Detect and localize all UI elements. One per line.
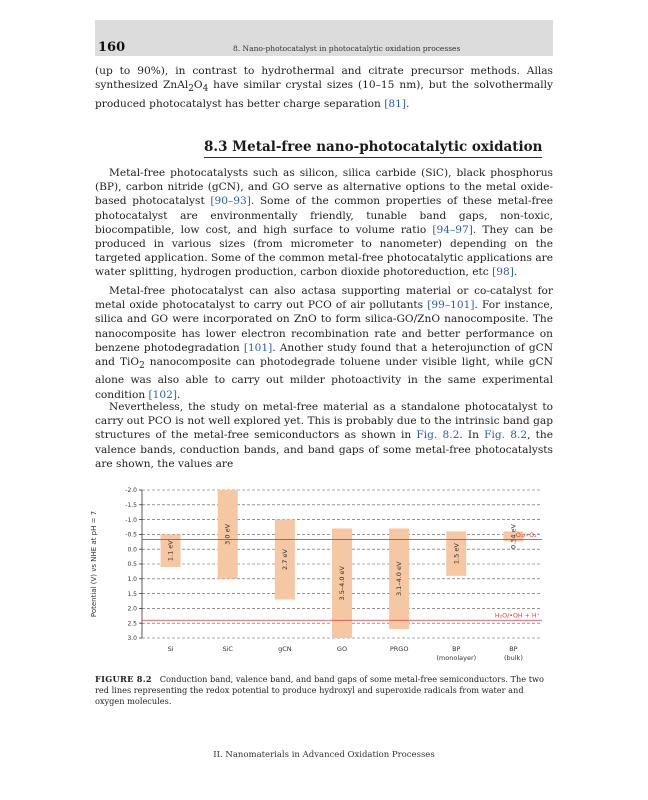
citation-link[interactable]: [98] (492, 266, 514, 279)
body-paragraph-3: Nevertheless, the study on metal-free material as a standalone photocatalyst to carry out PCO is not well explored yet. This is probably due to the intrinsic band gap structures of the metal-free semiconductors as shown in Fig. 8.2. In Fig. 8.2, the valence bands, conduction bands, and band gaps of some metal-free photocatalysts are shown, the values are (95, 401, 553, 470)
figure-link[interactable]: Fig. 8.2 (484, 429, 528, 442)
band-gap-chart (80, 482, 560, 672)
citation-link[interactable]: [102] (148, 388, 178, 401)
body-paragraph-1: Metal-free photocatalysts such as silicon, silica carbide (SiC), black phosphorus (BP), carbon nitride (gCN), and GO serve as alternative options to the metal oxide-based photocatalyst [90–93]. Some of the common properties of these metal-free photocatalyst are environmentally friendly, tunable band gaps, non-toxic, biocompatible, low cost, and high surface to volume ratio [94–97]. They can be produced in various sizes (from micrometer to nanometer) depending on the targeted application. Some of the common metal-free photocatalytic applications are water splitting, hydrogen production, carbon dioxide photoreduction, etc [98]. (95, 167, 553, 279)
y-tick-label: -1.5 (125, 502, 137, 509)
y-tick-label: 1.0 (127, 576, 137, 583)
figure-label: FIGURE 8.2 (95, 674, 152, 684)
band-gap-label: 1.5 eV (452, 543, 461, 565)
x-category-sublabel: (bulk) (503, 654, 523, 662)
citation-link[interactable]: [94–97] (432, 223, 473, 236)
section-title: 8.3 Metal-free nano-photocatalytic oxidation (204, 139, 542, 158)
citation-link[interactable]: [90–93] (210, 195, 251, 208)
figure-link[interactable]: Fig. 8.2 (416, 429, 460, 442)
figure-caption: FIGURE 8.2 Conduction band, valence band, and band gaps of some metal-free semiconductors. The two red lines representing the redox potential to produce hydroxyl and superoxide radicals from water and oxygen molecules. (95, 674, 544, 706)
running-head: 8. Nano-photocatalyst in photocatalytic oxidation processes (233, 44, 461, 53)
band-gap-label: 3.1–4.0 eV (395, 561, 404, 597)
y-tick-label: -2.0 (125, 487, 137, 495)
x-category-sublabel: (monolayer) (436, 654, 477, 662)
page-footer: II. Nanomaterials in Advanced Oxidation Processes (213, 750, 435, 760)
y-tick-label: -0.5 (125, 531, 137, 539)
intro-paragraph: (up to 90%), in contrast to hydrothermal and citrate precursor methods. Allas synthesized $ZnAl_2O_4$ have similar crystal sizes (10–15 nm), but the solvothermally produced photocatalyst has better charge separation [81]. (95, 65, 554, 110)
redox-reference-label: O₂/•O₂⁻ (515, 531, 540, 539)
y-tick-label: -1.0 (125, 516, 137, 524)
x-category-label: BP (452, 645, 461, 653)
x-category-label: Si (167, 645, 174, 653)
citation-link[interactable]: [101] (243, 341, 273, 354)
x-category-label: gCN (278, 645, 292, 653)
redox-reference-label: H₂O/•OH + H⁺ (494, 612, 540, 620)
y-tick-label: 0.0 (127, 546, 137, 554)
page-number: 160 (98, 40, 126, 55)
band-gap-label: 0.34 eV (509, 523, 518, 549)
x-category-label: GO (336, 645, 348, 653)
band-gap-label: 3.0 eV (223, 523, 232, 545)
band-gap-label: 1.1 eV (166, 540, 175, 562)
y-tick-label: 3.0 (127, 635, 137, 643)
y-tick-label: 2.0 (127, 605, 137, 613)
band-gap-label: 3.5–4.0 eV (338, 566, 346, 601)
x-category-label: PRGO (389, 645, 409, 653)
body-paragraph-2: Metal-free photocatalyst can also actasa supporting material or co-catalyst for metal oxide photocatalyst to carry out PCO of air pollutants [99–101]. For instance, silica and GO were incorporated on ZnO to form silica-GO/ZnO nanocomposite. The nanocomposite has lower electron recombination rate and better performance on benzene photodegradation [101]. Another study found that a heterojunction of gCN and TiO$_2$ nanocomposite can photodegrade toluene under visible light, while gCN alone was also able to carry out milder photoactivity in the same experimental condition [102]. (95, 285, 554, 401)
x-category-label: SiC (222, 645, 233, 653)
citation-link[interactable]: [81] (384, 97, 406, 110)
y-axis-label: Potential (V) vs NHE at pH = 7 (90, 510, 98, 618)
band-gap-label: 2.7 eV (280, 549, 289, 570)
x-category-label: BP (509, 645, 518, 653)
y-tick-label: 1.5 (127, 590, 137, 598)
y-tick-label: 0.5 (127, 561, 137, 569)
y-tick-label: 2.5 (127, 620, 137, 628)
band-gap-chart-svg (80, 482, 560, 672)
citation-link[interactable]: [99–101] (427, 299, 475, 312)
